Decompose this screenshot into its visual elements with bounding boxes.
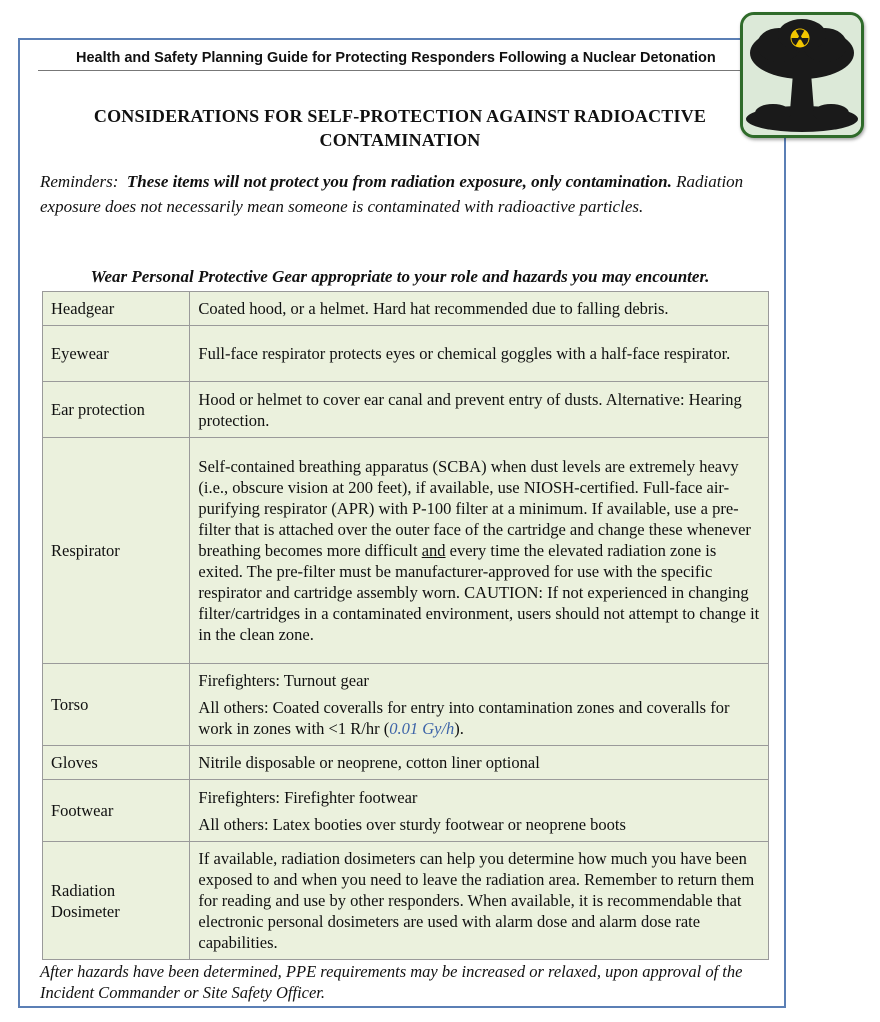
dosimeter-label-1: Radiation: [51, 880, 116, 900]
row-label-footwear: Footwear: [43, 780, 190, 842]
table-row: [43, 292, 769, 326]
table-row: [43, 780, 769, 842]
footer-note: After hazards have been determined, PPE requirements may be increased or relaxed, upon approval of the Incident Commander or Site Safety Officer.: [40, 962, 743, 1002]
table-row: [43, 664, 769, 746]
header-rule: [38, 70, 743, 71]
logo-graphic: [743, 15, 861, 135]
row-label-gloves: Gloves: [43, 746, 190, 780]
footwear-line-2: All others: Latex booties over sturdy footwear or neoprene boots: [198, 814, 626, 834]
row-label-torso: Torso: [43, 664, 190, 746]
torso-line-2: [198, 697, 760, 739]
footwear-line-1: Firefighters: Firefighter footwear: [198, 787, 418, 807]
row-text-torso: [190, 664, 769, 746]
row-text-headgear: Coated hood, or a helmet. Hard hat recommended due to falling debris.: [190, 292, 769, 326]
page-title: CONSIDERATIONS FOR SELF-PROTECTION AGAINST RADIOACTIVE CONTAMINATION: [93, 106, 707, 150]
row-label-radiation-dosimeter: [43, 842, 190, 960]
running-header: Health and Safety Planning Guide for Protecting Responders Following a Nuclear Detonation: [76, 50, 716, 66]
torso-line-2-b: ).: [454, 719, 464, 738]
ppe-heading: Wear Personal Protective Gear appropriate to your role and hazards you may encounter.: [90, 267, 710, 286]
torso-line-1: Firefighters: Turnout gear: [198, 671, 369, 690]
respirator-text-a: Self-contained breathing apparatus (SCBA) when dust levels are extremely heavy (i.e., obscure vision at 200 feet), if available, use NIOSH-certified. Full-face air-purifying respirator (APR) with P-100 filter at a minimum. If available, use a pre-filter that is attached over the outer face of the cartridge and change these whenever breathing becomes more difficult: [198, 457, 751, 560]
row-text-eyewear: Full-face respirator protects eyes or chemical goggles with a half-face respirator.: [190, 326, 769, 382]
reminders-label: Reminders:: [40, 172, 119, 191]
dosimeter-label-2: Dosimeter: [51, 901, 120, 921]
row-text-radiation-dosimeter: If available, radiation dosimeters can help you determine how much you have been exposed to and when you need to leave the radiation area. Remember to return them for reading and use by other responders. When available, it is recommendable that electronic personal dosimeters are used with alarm dose and alarm dose rate capabilities.: [190, 842, 769, 960]
reminders-rest: Radiation exposure does not necessarily mean someone is contaminated with radioactive particles.: [40, 172, 744, 216]
row-text-ear-protection: Hood or helmet to cover ear canal and prevent entry of dusts. Alternative: Hearing protection.: [190, 382, 769, 438]
row-label-eyewear: Eyewear: [43, 326, 190, 382]
respirator-text-b: every time the elevated radiation zone is exited. The pre-filter must be manufacturer-approved for use with the specific respirator and cartridge assembly worn. CAUTION: If not experienced in changing filter/cartridges in a contaminated environment, users should not attempt to change it in the clean zone.: [198, 541, 760, 644]
row-text-gloves: Nitrile disposable or neoprene, cotton liner optional: [190, 746, 769, 780]
row-label-respirator: Respirator: [43, 438, 190, 664]
table-row: [43, 842, 769, 960]
torso-line-2-a: All others: Coated coveralls for entry into contamination zones and coveralls for work in zones with <1 R/hr (: [198, 698, 730, 738]
reminders-paragraph: [40, 170, 760, 219]
reminders-emphasis: These items will not protect you from radiation exposure, only contamination.: [126, 172, 672, 191]
table-row: [43, 746, 769, 780]
ppe-table: [42, 291, 769, 960]
respirator-and-underlined: and: [421, 541, 446, 560]
table-row: [43, 326, 769, 382]
torso-dose-rate: 0.01 Gy/h: [389, 719, 455, 738]
row-label-headgear: Headgear: [43, 292, 190, 326]
row-text-footwear: [190, 780, 769, 842]
table-row: [43, 438, 769, 664]
table-row: [43, 382, 769, 438]
row-text-respirator: [190, 438, 769, 664]
row-label-ear-protection: Ear protection: [43, 382, 190, 438]
